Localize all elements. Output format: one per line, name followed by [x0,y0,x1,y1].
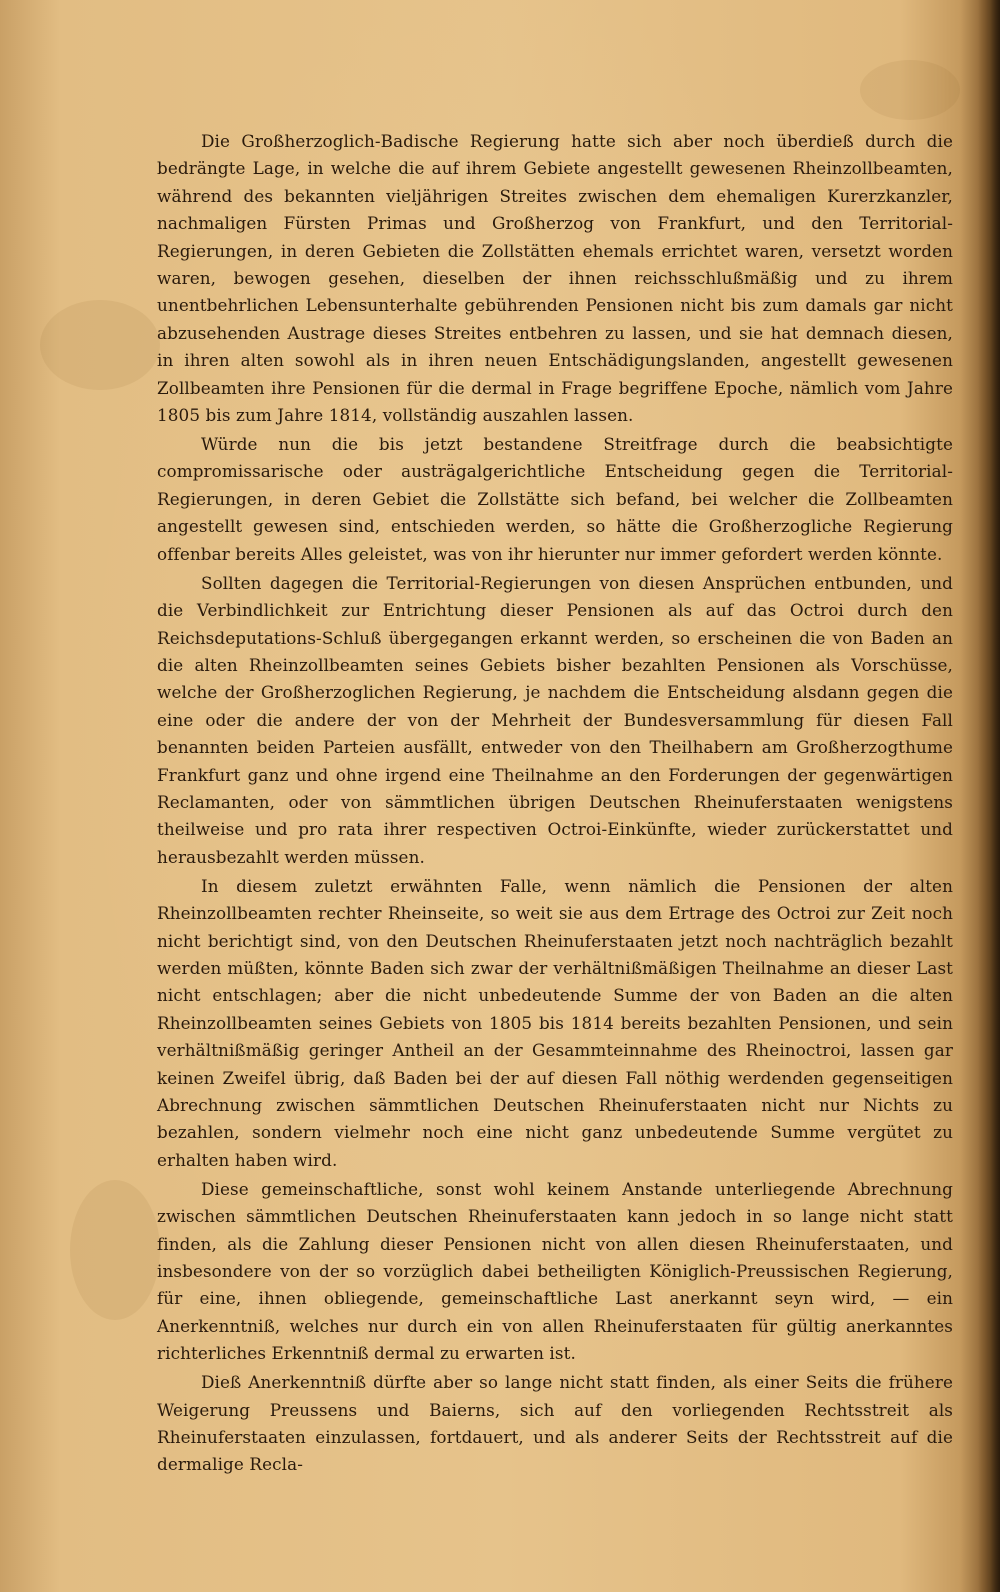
paragraph-3: Sollten dagegen die Territorial-Regierungen von diesen Ansprüchen entbunden, und die Verbindlichkeit zur Entrichtung dieser Pensionen als auf das Octroi durch den Reichsdeputations-Schluß übergegangen erkannt werden, so erscheinen die von Baden an die alten Rheinzollbeamten seines Gebiets bisher bezahlten Pensionen als Vorschüsse, welche der Großherzoglichen Regierung, je nachdem die Entscheidung alsdann gegen die eine oder die andere der von der Mehrheit der Bundesversammlung für diesen Fall benannten beiden Parteien ausfällt, entweder von den Theilhabern am Großherzogthume Frankfurt ganz und ohne irgend eine Theilnahme an den Forderungen der gegenwärtigen Reclamanten, oder von sämmtlichen übrigen Deutschen Rheinuferstaaten wenigstens theilweise und pro rata ihrer respectiven Octroi-Einkünfte, wieder zurückerstattet und herausbezahlt werden müssen. [157,572,953,867]
paragraph-1: Die Großherzoglich-Badische Regierung hatte sich aber noch überdieß durch die bedrängte Lage, in welche die auf ihrem Gebiete angestellt gewesenen Rheinzollbeamten, während des bekannten vieljährigen Streites zwischen dem ehemaligen Kurerzkanzler, nachmaligen Fürsten Primas und Großherzog von Frankfurt, und den Territorial-Regierungen, in deren Gebieten die Zollstätten ehemals errichtet waren, versetzt worden waren, bewogen gesehen, dieselben der ihnen reichsschlußmäßig und zu ihrem unentbehrlichen Lebensunterhalte gebührenden Pensionen nicht bis zum damals gar nicht abzusehenden Austrage dieses Streites entbehren zu lassen, und sie hat demnach diesen, in ihren alten sowohl als in ihren neuen Entschädigungslanden, angestellt gewesenen Zollbeamten ihre Pensionen für die dermal in Frage begriffene Epoche, nämlich vom Jahre 1805 bis zum Jahre 1814, vollständig auszahlen lassen. [157,131,953,426]
body-text [157,128,953,1480]
paragraph-2: Würde nun die bis jetzt bestandene Streitfrage durch die beabsichtigte compromissarische oder austrägalgerichtliche Entscheidung gegen die Territorial-Regierungen, in deren Gebiet die Zollstätte sich befand, bei welcher die Zollbeamten angestellt gewesen sind, entschieden werden, so hätte die Großherzogliche Regierung offenbar bereits Alles geleistet, was von ihr hierunter nur immer gefordert werden könnte. [157,434,953,564]
paragraph-4: In diesem zuletzt erwähnten Falle, wenn nämlich die Pensionen der alten Rheinzollbeamten rechter Rheinseite, so weit sie aus dem Ertrage des Octroi zur Zeit noch nicht berichtigt sind, von den Deutschen Rheinuferstaaten jetzt noch nachträglich bezahlt werden müßten, könnte Baden sich zwar der verhältnißmäßigen Theilnahme an dieser Last nicht entschlagen; aber die nicht unbedeutende Summe der von Baden an die alten Rheinzollbeamten seines Gebiets von 1805 bis 1814 bereits bezahlten Pensionen, und sein verhältnißmäßig geringer Antheil an der Gesammteinnahme des Rheinoctroi, lassen gar keinen Zweifel übrig, daß Baden bei der auf diesen Fall nöthig werdenden gegenseitigen Abrechnung zwischen sämmtlichen Deutschen Rheinuferstaaten nicht nur Nichts zu bezahlen, sondern vielmehr noch eine nicht ganz unbedeutende Summe vergütet zu erhalten haben wird. [157,875,953,1170]
paper-stain [70,1180,160,1320]
paper-stain [860,60,960,120]
paragraph-5: Diese gemeinschaftliche, sonst wohl keinem Anstande unterliegende Abrechnung zwischen sämmtlichen Deutschen Rheinuferstaaten kann jedoch in so lange nicht statt finden, als die Zahlung dieser Pensionen nicht von allen diesen Rheinuferstaaten, und insbesondere von der so vorzüglich dabei betheiligten Königlich-Preussischen Regierung, für eine, ihnen obliegende, gemeinschaftliche Last anerkannt seyn wird, — ein Anerkenntniß, welches nur durch ein von allen Rheinuferstaaten für gültig anerkanntes richterliches Erkenntniß dermal zu erwarten ist. [157,1178,953,1364]
paper-stain [40,300,160,390]
paragraph-6: Dieß Anerkenntniß dürfte aber so lange nicht statt finden, als einer Seits die frühere Weigerung Preussens und Baierns, sich auf den vorliegenden Rechtsstreit als Rheinuferstaaten einzulassen, fortdauert, und als anderer Seits der Rechtsstreit auf die dermalige Recla- [157,1372,953,1475]
binding-edge-shadow [978,0,1000,1592]
